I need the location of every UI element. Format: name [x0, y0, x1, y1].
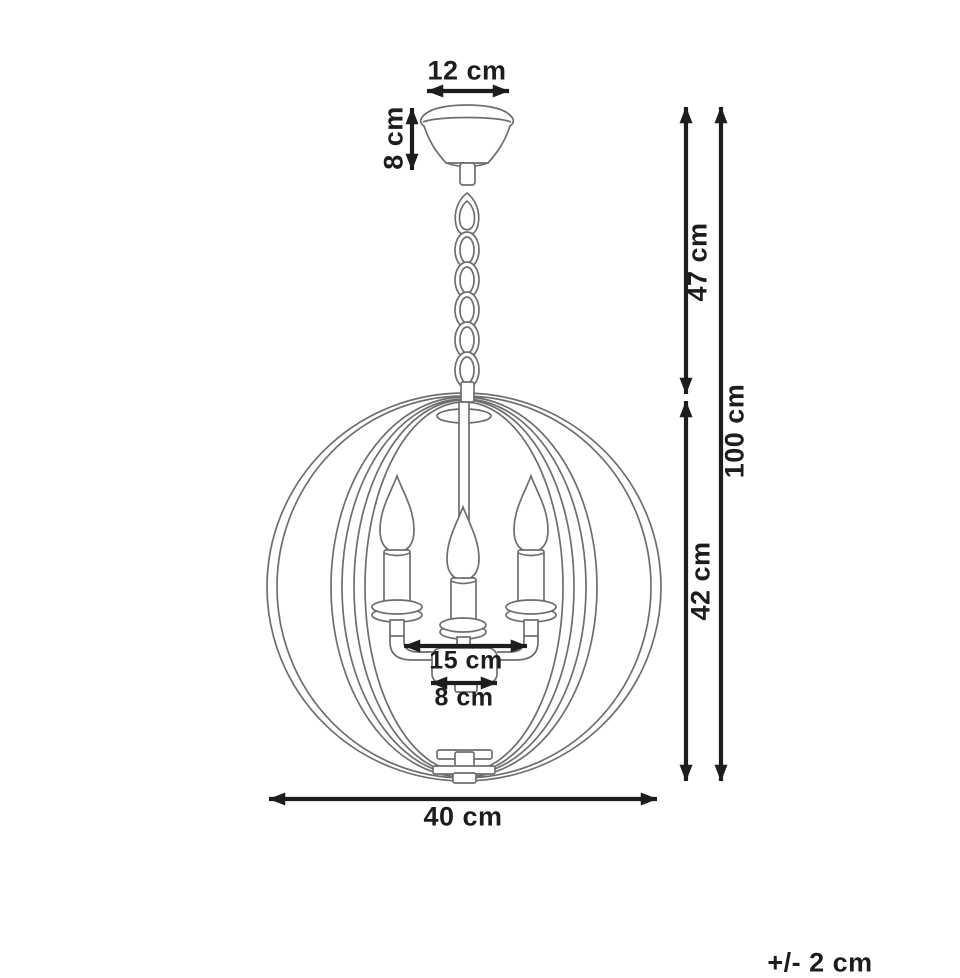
- dim-label-total-height: 100 cm: [719, 383, 750, 479]
- dim-label-arm-span: 15 cm: [429, 646, 503, 675]
- candle-left: [372, 476, 433, 660]
- bulb-icon: [380, 476, 414, 552]
- dim-label-canopy-width: 12 cm: [427, 55, 507, 86]
- bulb-icon: [447, 507, 479, 580]
- dim-label-shade-height: 42 cm: [685, 541, 716, 621]
- dim-label-hub-width: 8 cm: [434, 683, 494, 712]
- hanging-chain: [455, 193, 479, 402]
- bottom-finial: [433, 750, 495, 783]
- dimension-arrows: [269, 91, 721, 799]
- ceiling-canopy: [421, 105, 514, 185]
- candle-center: [440, 507, 486, 651]
- dim-label-chain-length: 47 cm: [682, 222, 713, 302]
- dim-label-shade-width: 40 cm: [423, 801, 503, 832]
- bulb-icon: [514, 476, 548, 552]
- tolerance-note: +/- 2 cm: [767, 947, 873, 978]
- candle-right: [497, 476, 556, 660]
- dim-label-canopy-height: 8 cm: [378, 106, 409, 170]
